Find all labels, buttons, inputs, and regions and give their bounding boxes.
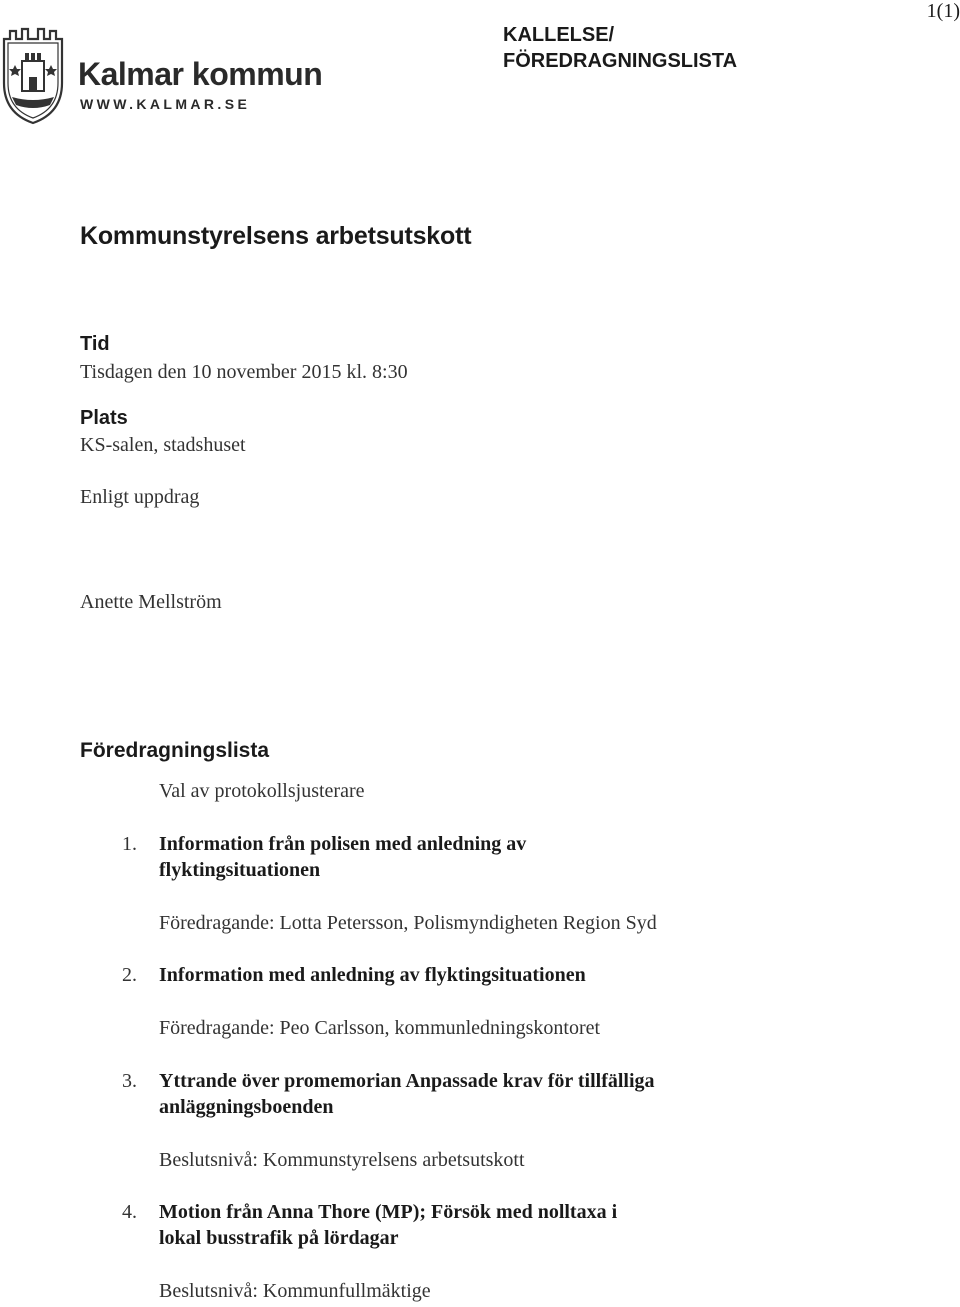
document-type-line-1: KALLELSE/ [503,24,615,46]
agenda-item-presenter: Föredragande: Peo Carlsson, kommunledningskontoret [159,1017,601,1039]
agenda-item-title-line: Information från polisen med anledning av [159,833,527,855]
page-number: 1(1) [926,0,960,22]
agenda-item-title-line: Information med anledning av flyktingsituationen [159,964,586,986]
document-type [503,22,737,74]
logo-name: Kalmar kommun [78,56,323,92]
agenda-intro: Val av protokollsjusterare [159,780,365,802]
agenda-item-title-line: anläggningsboenden [159,1096,334,1118]
organization-title: Kommunstyrelsens arbetsutskott [80,222,472,250]
signatory-name: Anette Mellström [80,591,222,613]
logo-url: WWW.KALMAR.SE [80,96,251,112]
agenda-item-title [159,831,526,883]
agenda-item-title-line: Motion från Anna Thore (MP); Försök med nolltaxa i [159,1201,618,1223]
agenda-item-title [159,1068,655,1120]
agenda-heading: Föredragningslista [80,739,270,762]
agenda-item-title-line: lokal busstrafik på lördagar [159,1227,399,1249]
agenda-item-number: 4. [122,1201,137,1223]
place-label: Plats [80,407,128,429]
agenda-item-number: 2. [122,964,137,986]
agenda-item-number: 3. [122,1070,137,1092]
agenda-item-title-line: flyktingsituationen [159,859,321,881]
document-type-line-2: FÖREDRAGNINGSLISTA [503,50,738,72]
agenda-item-presenter: Föredragande: Lotta Petersson, Polismyndigheten Region Syd [159,912,657,934]
place-value: KS-salen, stadshuset [80,434,246,456]
coat-of-arms-logo [0,25,66,125]
time-value: Tisdagen den 10 november 2015 kl. 8:30 [80,361,408,383]
agenda-item-decision-level: Beslutsnivå: Kommunstyrelsens arbetsutskott [159,1149,525,1171]
agenda-item-decision-level: Beslutsnivå: Kommunfullmäktige [159,1280,431,1302]
agenda-item-number: 1. [122,833,137,855]
agenda-item-title [159,962,586,988]
agenda-item-title-line: Yttrande över promemorian Anpassade krav för tillfälliga [159,1070,655,1092]
time-label: Tid [80,333,110,355]
agenda-item-title [159,1199,617,1251]
assignment-text: Enligt uppdrag [80,486,200,508]
